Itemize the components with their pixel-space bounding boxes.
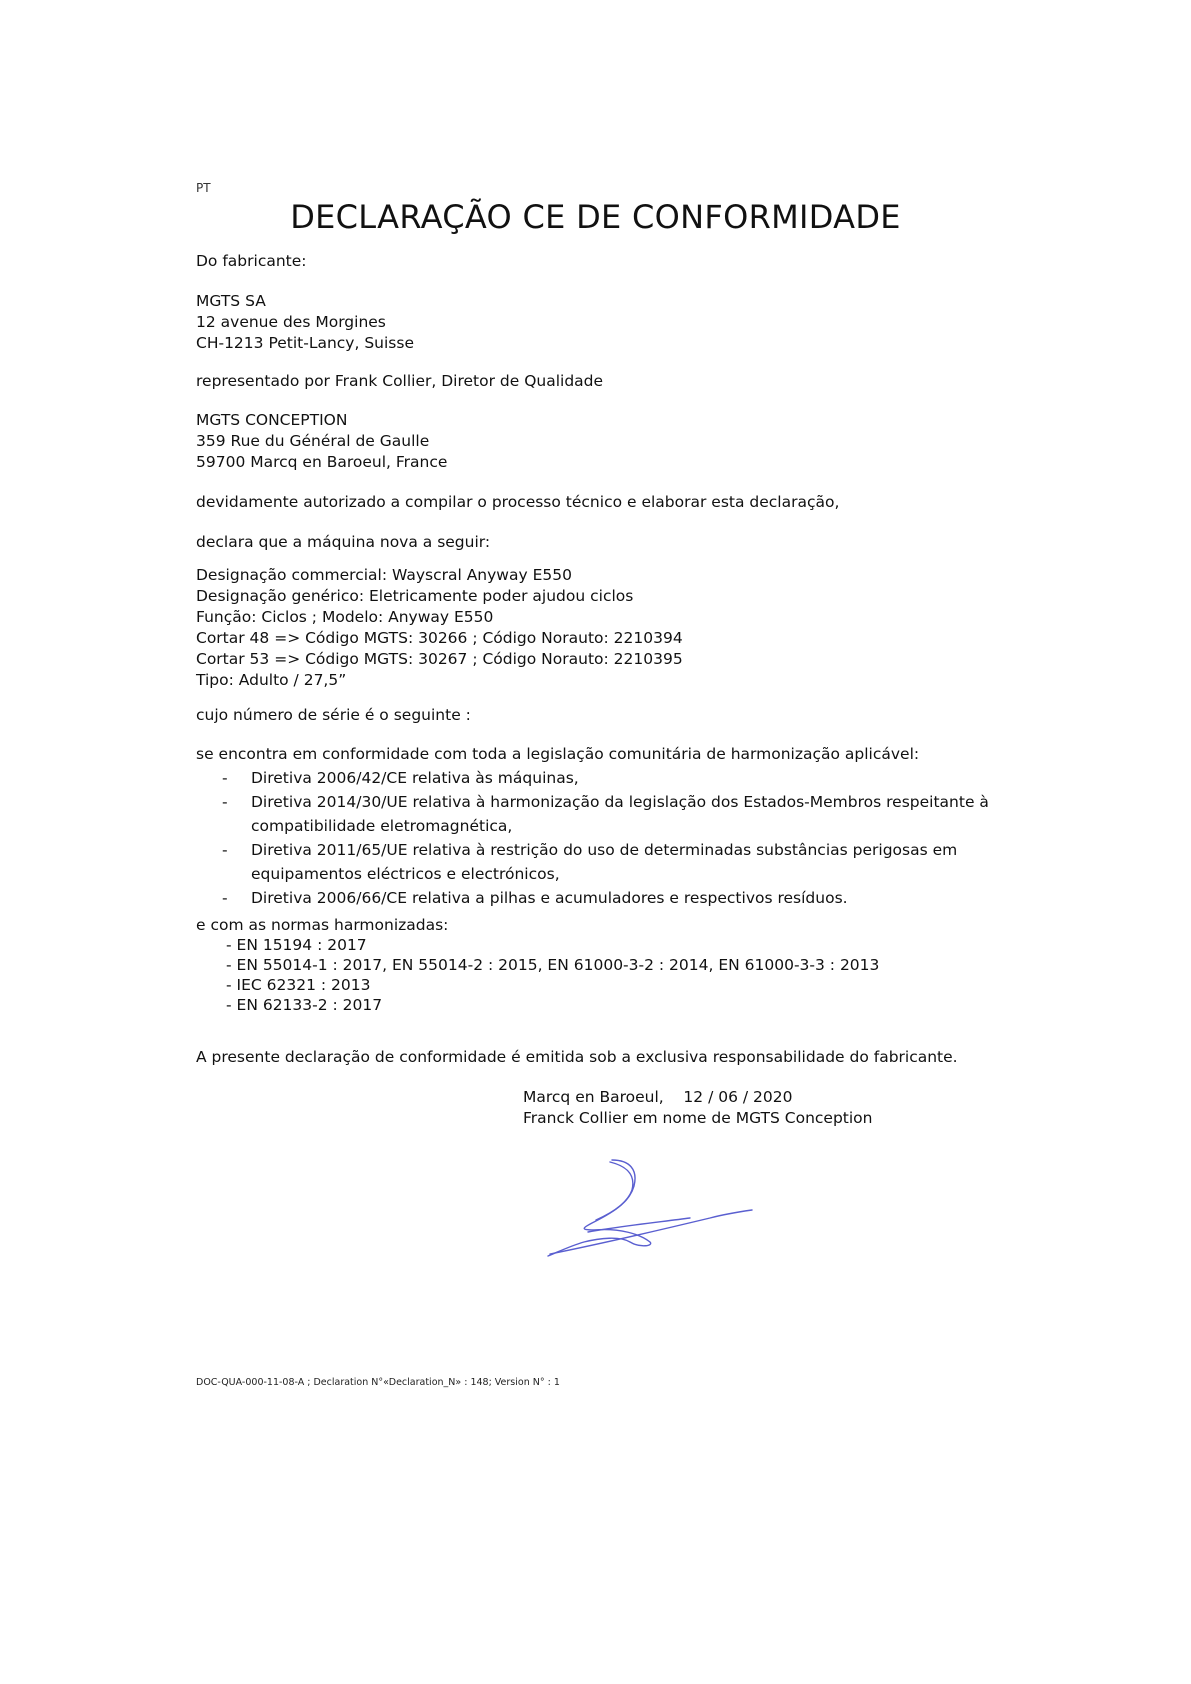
manufacturer-address (196, 291, 414, 354)
machine-commercial: Designação commercial: Wayscral Anyway E550 (196, 566, 572, 584)
norm-4: - EN 62133-2 : 2017 (226, 996, 383, 1014)
bullet-dash: - (222, 841, 228, 859)
directive-3-line-1: Diretiva 2011/65/UE relativa à restrição do uso de determinadas substâncias perigosas em (251, 841, 958, 859)
language-tag: PT (196, 181, 211, 195)
machine-size-53: Cortar 53 => Código MGTS: 30267 ; Código Norauto: 2210395 (196, 650, 683, 668)
declares-text: declara que a máquina nova a seguir: (196, 533, 491, 551)
directive-4: Diretiva 2006/66/CE relativa a pilhas e acumuladores e respectivos resíduos. (251, 889, 848, 907)
directive-2-line-2: compatibilidade eletromagnética, (251, 817, 513, 835)
page-title: DECLARAÇÃO CE DE CONFORMIDADE (290, 198, 901, 236)
signature-stroke (596, 1162, 633, 1220)
signature-stroke (588, 1218, 690, 1232)
directive-2-line-1: Diretiva 2014/30/UE relativa à harmonização da legislação dos Estados-Membros respeitante à (251, 793, 989, 811)
directives-list (222, 766, 989, 910)
list-item (222, 766, 989, 790)
signature-stroke (548, 1160, 651, 1256)
list-item (222, 790, 989, 838)
bullet-dash: - (222, 769, 228, 787)
manufacturer-street: 12 avenue des Morgines (196, 313, 386, 331)
authorized-text: devidamente autorizado a compilar o processo técnico e elaborar esta declaração, (196, 493, 840, 511)
norm-1: - EN 15194 : 2017 (226, 936, 367, 954)
representative-name: MGTS CONCEPTION (196, 411, 348, 429)
representative-address (196, 410, 447, 473)
place-date: Marcq en Baroeul, 12 / 06 / 2020 (523, 1088, 793, 1106)
manufacturer-intro: Do fabricante: (196, 252, 307, 270)
norms-intro: e com as normas harmonizadas: (196, 916, 449, 934)
list-item (222, 838, 989, 886)
handwritten-signature (540, 1152, 760, 1262)
norms-list (226, 935, 879, 1015)
directive-3-line-2: equipamentos eléctricos e electrónicos, (251, 865, 560, 883)
signatory: Franck Collier em nome de MGTS Conception (523, 1109, 873, 1127)
represented-by: representado por Frank Collier, Diretor de Qualidade (196, 372, 604, 390)
machine-generic: Designação genérico: Eletricamente poder ajudou ciclos (196, 587, 634, 605)
machine-function: Função: Ciclos ; Modelo: Anyway E550 (196, 608, 494, 626)
serial-text: cujo número de série é o seguinte : (196, 706, 471, 724)
bullet-dash: - (222, 793, 228, 811)
bullet-dash: - (222, 889, 228, 907)
norm-2: - EN 55014-1 : 2017, EN 55014-2 : 2015, EN 61000-3-2 : 2014, EN 61000-3-3 : 2013 (226, 956, 880, 974)
manufacturer-name: MGTS SA (196, 292, 266, 310)
directive-1: Diretiva 2006/42/CE relativa às máquinas, (251, 769, 579, 787)
machine-details (196, 565, 683, 691)
document-reference-footer: DOC-QUA-000-11-08-A ; Declaration N°«Declaration_N» : 148; Version N° : 1 (196, 1377, 560, 1388)
machine-size-48: Cortar 48 => Código MGTS: 30266 ; Código Norauto: 2210394 (196, 629, 683, 647)
representative-city: 59700 Marcq en Baroeul, France (196, 453, 448, 471)
signature-block (523, 1087, 872, 1129)
signature-stroke (550, 1210, 752, 1254)
responsibility-text: A presente declaração de conformidade é emitida sob a exclusiva responsabilidade do fabricante. (196, 1048, 958, 1066)
representative-street: 359 Rue du Général de Gaulle (196, 432, 430, 450)
list-item (222, 886, 989, 910)
norm-3: - IEC 62321 : 2013 (226, 976, 371, 994)
machine-type: Tipo: Adulto / 27,5” (196, 671, 347, 689)
conformity-text: se encontra em conformidade com toda a legislação comunitária de harmonização aplicável: (196, 745, 920, 763)
manufacturer-city: CH-1213 Petit-Lancy, Suisse (196, 334, 414, 352)
